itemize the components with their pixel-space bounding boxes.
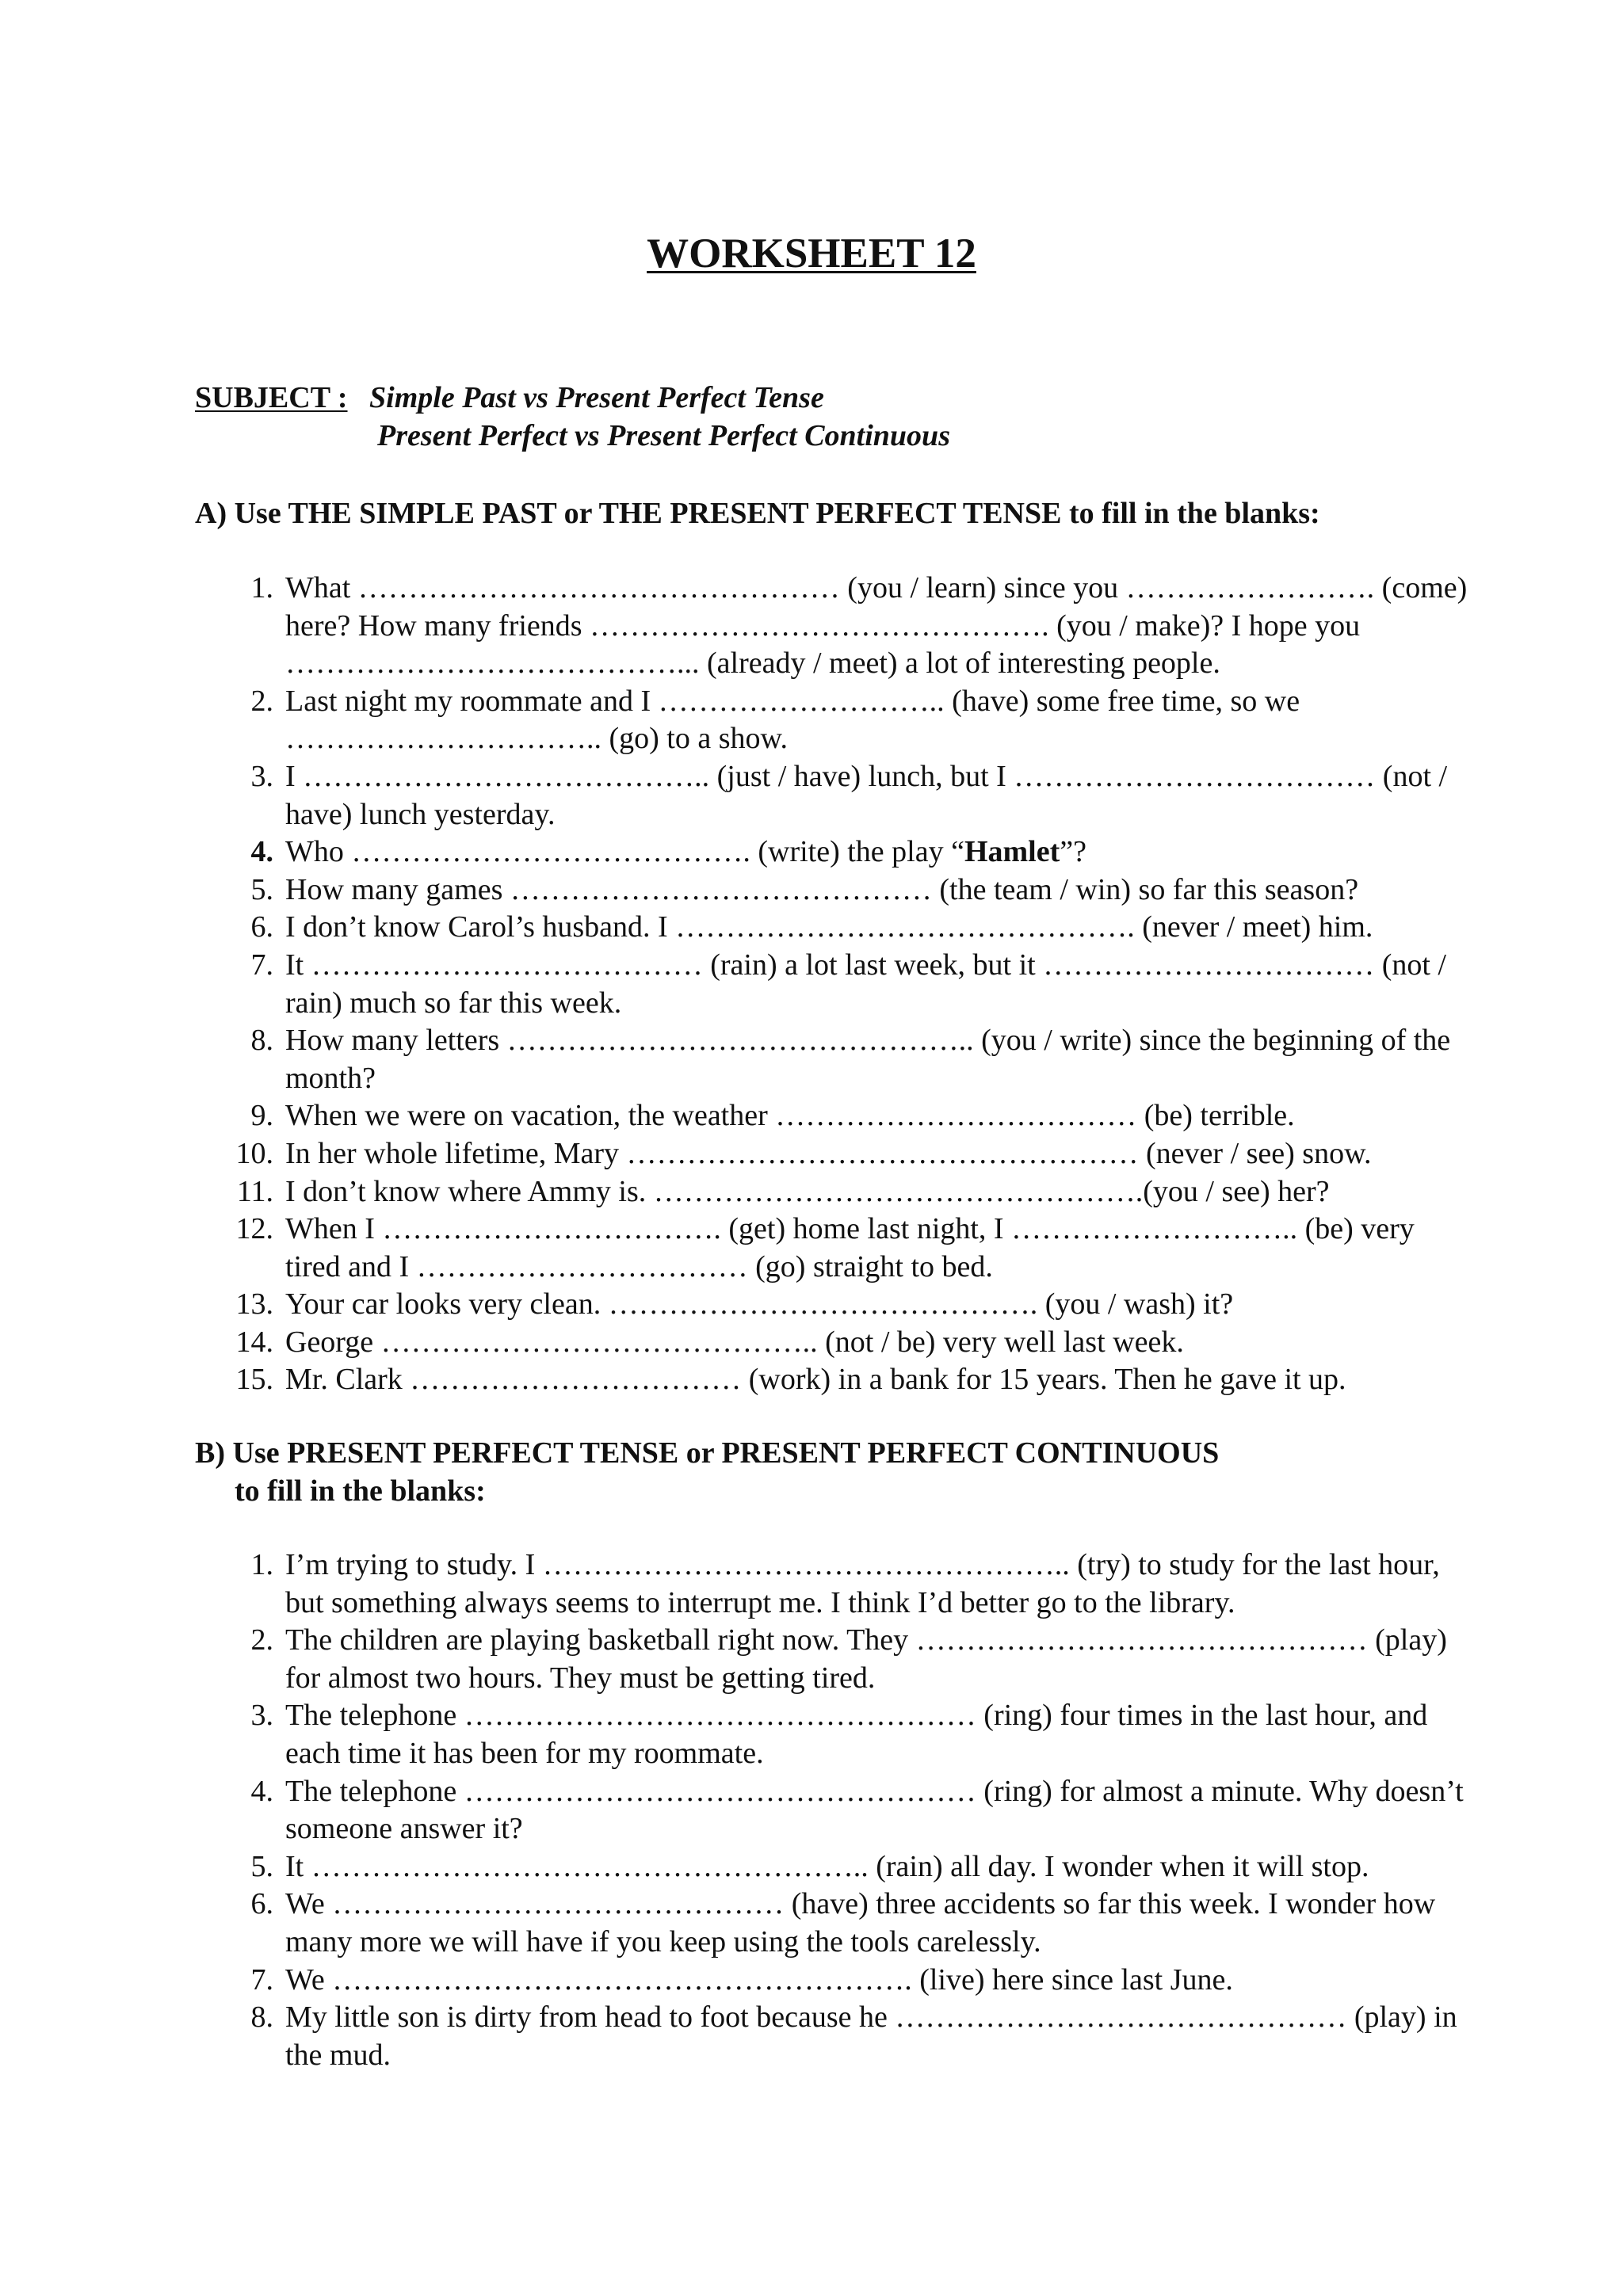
list-item: 14. George …………………………………….. (not / be) very well last week. bbox=[235, 1325, 1184, 1359]
question-text: What ………………………………………… (you / learn) since you ……………………. (come) here? How many friends ………………………………………. (you / make)? I hope you …………………………………... (already / meet) a lot of interesting people. bbox=[285, 571, 1468, 681]
list-item: 2. The children are playing basketball right now. They ……………………………………… (play) for almost two hours. They must be getting tired. bbox=[250, 1623, 1447, 1695]
question-text: Last night my roommate and I ……………………….. (have) some free time, so we ………………………….. (go) to a show. bbox=[285, 684, 1300, 756]
list-item: 6. We ……………………………………… (have) three accidents so far this week. I wonder how many more we will have if you keep using the tools carelessly. bbox=[250, 1887, 1436, 1958]
question-text: The telephone …………………………………………… (ring) for almost a minute. Why doesn’t someone answer it? bbox=[285, 1774, 1464, 1846]
list-item: 12. When I ……………………………. (get) home last night, I ……………………….. (be) very tired and I …………………………… (go) straight to bed. bbox=[235, 1212, 1415, 1283]
list-item: 6. I don’t know Carol’s husband. I ………………………………………. (never / meet) him. bbox=[250, 910, 1373, 944]
list-item: 5. How many games …………………………………… (the team / win) so far this season? bbox=[250, 872, 1359, 906]
question-text: We …………………………………………………. (live) here since last June. bbox=[285, 1962, 1233, 1997]
section-b-questions bbox=[234, 1547, 1474, 2074]
question-text: George …………………………………….. (not / be) very well last week. bbox=[285, 1325, 1184, 1359]
list-item: 15. Mr. Clark …………………………… (work) in a bank for 15 years. Then he gave it up. bbox=[235, 1363, 1346, 1397]
question-text: When we were on vacation, the weather ……………………………… (be) terrible. bbox=[285, 1099, 1295, 1133]
list-item: 5. It ……………………………………………….. (rain) all day. I wonder when it will stop. bbox=[250, 1849, 1369, 1883]
section-a-heading: A) Use THE SIMPLE PAST or THE PRESENT PERFECT TENSE to fill in the blanks: bbox=[195, 497, 1320, 530]
question-text: When I ……………………………. (get) home last night, I ……………………….. (be) very tired and I …………………………… (go) straight to bed. bbox=[285, 1212, 1415, 1283]
list-item: 9. When we were on vacation, the weather ……………………………… (be) terrible. bbox=[250, 1099, 1295, 1133]
list-item: 3. I ………………………………….. (just / have) lunch, but I ……………………………… (not / have) lunch yesterday. bbox=[250, 759, 1448, 831]
subject-line-2: Present Perfect vs Present Perfect Continuous bbox=[377, 419, 950, 452]
question-text: How many letters ……………………………………….. (you / write) since the beginning of the month? bbox=[285, 1024, 1451, 1095]
question-text: The children are playing basketball right now. They ……………………………………… (play) for almost two hours. They must be getting tired. bbox=[285, 1623, 1447, 1695]
question-text: I’m trying to study. I …………………………………………….. (try) to study for the last hour, but something always seems to interrupt me. I think I’d better go to the library. bbox=[285, 1548, 1440, 1619]
question-text: Who …………………………………. (write) the play “Hamlet”? bbox=[285, 835, 1086, 869]
list-item: 13. Your car looks very clean. ……………………………………. (you / wash) it? bbox=[235, 1287, 1234, 1322]
question-text: It ………………………………… (rain) a lot last week, but it …………………………… (not / rain) much so far this week. bbox=[285, 948, 1446, 1020]
list-item: 3. The telephone …………………………………………… (ring) four times in the last hour, and each time it has been for my roommate. bbox=[250, 1699, 1428, 1770]
question-text: The telephone …………………………………………… (ring) four times in the last hour, and each time it has been for my roommate. bbox=[285, 1699, 1428, 1770]
list-item: 7. It ………………………………… (rain) a lot last week, but it …………………………… (not / rain) much so far this week. bbox=[250, 948, 1446, 1020]
play-title: Hamlet bbox=[964, 835, 1060, 869]
list-item: 8. My little son is dirty from head to foot because he ……………………………………… (play) in the mud. bbox=[250, 2000, 1457, 2072]
question-text: We ……………………………………… (have) three accidents so far this week. I wonder how many more we will have if you keep using the tools carelessly. bbox=[285, 1887, 1436, 1958]
question-text: I don’t know where Ammy is. ………………………………………….(you / see) her? bbox=[285, 1174, 1330, 1208]
page-title: WORKSHEET 12 bbox=[647, 231, 976, 277]
subject-block bbox=[195, 379, 950, 455]
section-b-heading: B) Use PRESENT PERFECT TENSE or PRESENT PERFECT CONTINUOUS to fill in the blanks: bbox=[195, 1436, 1220, 1508]
subject-label: SUBJECT : bbox=[195, 381, 348, 414]
question-text: I don’t know Carol’s husband. I ………………………………………. (never / meet) him. bbox=[285, 910, 1373, 944]
list-item: 8. How many letters ……………………………………….. (you / write) since the beginning of the month? bbox=[250, 1024, 1451, 1095]
question-text: Your car looks very clean. ……………………………………. (you / wash) it? bbox=[285, 1287, 1234, 1322]
question-text: How many games …………………………………… (the team / win) so far this season? bbox=[285, 872, 1359, 906]
subject-line-1: Simple Past vs Present Perfect Tense bbox=[369, 381, 824, 414]
list-item: 7. We …………………………………………………. (live) here since last June. bbox=[250, 1962, 1233, 1997]
question-text: In her whole lifetime, Mary …………………………………………… (never / see) snow. bbox=[285, 1136, 1372, 1170]
list-item: 2. Last night my roommate and I ……………………….. (have) some free time, so we ………………………….. (go) to a show. bbox=[250, 684, 1300, 756]
list-item: 10. In her whole lifetime, Mary …………………………………………… (never / see) snow. bbox=[235, 1136, 1372, 1170]
section-a-questions bbox=[234, 570, 1474, 1399]
list-item: 1. What ………………………………………… (you / learn) since you ……………………. (come) here? How many friends ………………………………………. (you / make)? I hope you …………………………………... (already / meet) a lot of interesting people. bbox=[250, 571, 1468, 681]
list-item: 1. I’m trying to study. I …………………………………………….. (try) to study for the last hour, but something always seems to interrupt me. I think I’d better go to the library. bbox=[250, 1548, 1440, 1619]
list-item: 4. Who …………………………………. (write) the play “Hamlet”? bbox=[250, 835, 1086, 869]
list-item: 4. The telephone …………………………………………… (ring) for almost a minute. Why doesn’t someone answer it? bbox=[250, 1774, 1464, 1846]
question-text: I ………………………………….. (just / have) lunch, but I ……………………………… (not / have) lunch yesterday. bbox=[285, 759, 1448, 831]
question-text: Mr. Clark …………………………… (work) in a bank for 15 years. Then he gave it up. bbox=[285, 1363, 1346, 1397]
list-item: 11. I don’t know where Ammy is. ………………………………………….(you / see) her? bbox=[236, 1174, 1330, 1208]
question-text: It ……………………………………………….. (rain) all day. I wonder when it will stop. bbox=[285, 1849, 1369, 1883]
question-text: My little son is dirty from head to foot because he ……………………………………… (play) in the mud. bbox=[285, 2000, 1457, 2072]
